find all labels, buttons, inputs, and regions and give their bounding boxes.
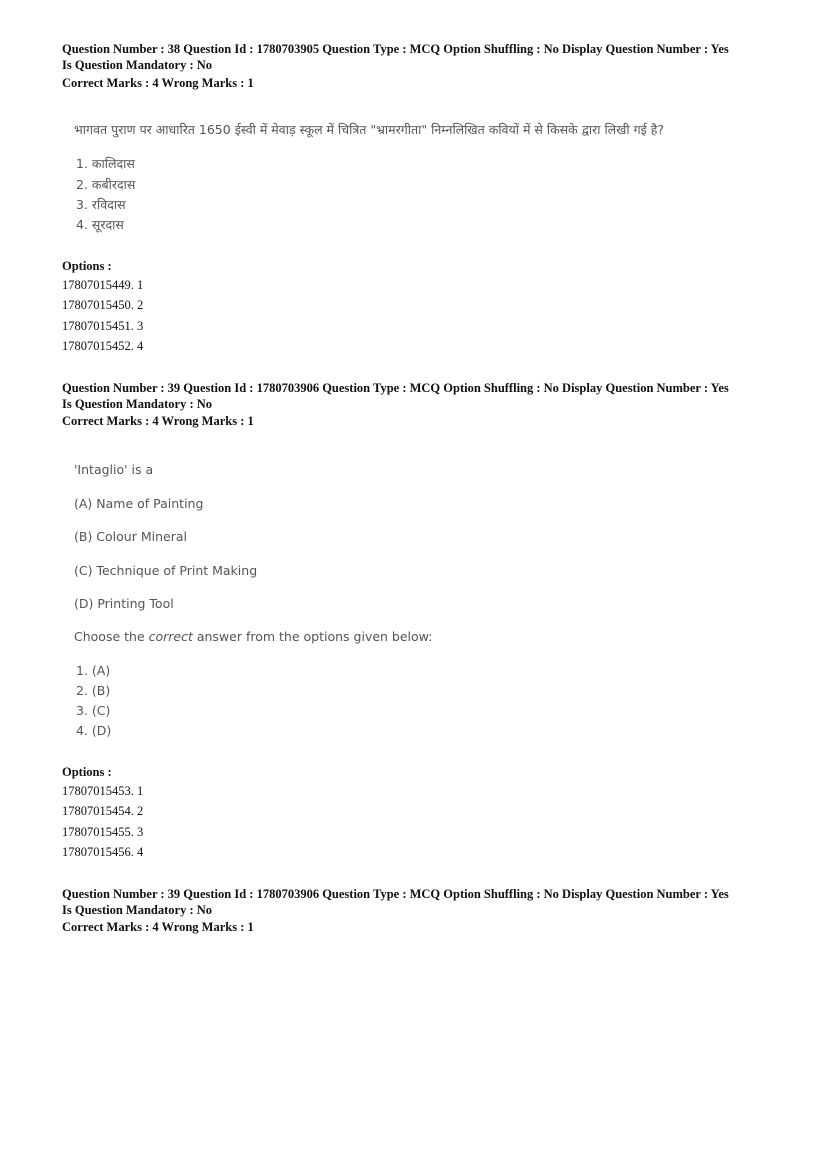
question-meta-line1: Question Number : 39 Question Id : 1780703906 Question Type : MCQ Option Shuffling : No Display Question Number : Yes (62, 381, 729, 395)
choice-item: 1. (A) (76, 663, 111, 678)
statement-item: (B) Colour Mineral (74, 529, 187, 544)
option-id: 17807015450. 2 (62, 298, 144, 312)
instruction-suffix: answer from the options given below: (192, 629, 433, 644)
question-meta-line2: Is Question Mandatory : No (62, 397, 213, 411)
question-text: भागवत पुराण पर आधारित 1650 ईस्वी में मेवाड़ स्कूल में चित्रित "भ्रामरगीता" निम्नलिखित कवियों में से किसके द्वारा लिखी गई है? (74, 122, 665, 137)
choice-item: 1. कालिदास (76, 156, 135, 171)
instruction-prefix: Choose the (74, 629, 149, 644)
question-meta-line3: Correct Marks : 4 Wrong Marks : 1 (62, 920, 254, 934)
option-id: 17807015449. 1 (62, 278, 144, 292)
options-label: Options : (62, 765, 112, 779)
statement-item: (D) Printing Tool (74, 596, 174, 611)
question-meta-line3: Correct Marks : 4 Wrong Marks : 1 (62, 414, 254, 428)
statement-item: (C) Technique of Print Making (74, 563, 258, 578)
option-id: 17807015452. 4 (62, 339, 144, 353)
question-meta-line1: Question Number : 38 Question Id : 1780703905 Question Type : MCQ Option Shuffling : No Display Question Number : Yes (62, 42, 729, 56)
choice-item: 4. (D) (76, 723, 112, 738)
question-meta-line1: Question Number : 39 Question Id : 1780703906 Question Type : MCQ Option Shuffling : No Display Question Number : Yes (62, 887, 729, 901)
instruction-emphasis: correct (148, 629, 193, 644)
question-text: 'Intaglio' is a (74, 462, 154, 477)
options-label: Options : (62, 259, 112, 273)
choice-item: 2. कबीरदास (76, 177, 136, 192)
option-id: 17807015451. 3 (62, 319, 144, 333)
question-meta-line2: Is Question Mandatory : No (62, 903, 213, 917)
choice-item: 3. (C) (76, 703, 111, 718)
instruction-text (74, 629, 432, 644)
choice-item: 2. (B) (76, 683, 111, 698)
choice-item: 3. रविदास (76, 197, 126, 212)
option-id: 17807015455. 3 (62, 825, 144, 839)
question-meta-line2: Is Question Mandatory : No (62, 58, 213, 72)
statement-item: (A) Name of Painting (74, 496, 204, 511)
question-meta-line3: Correct Marks : 4 Wrong Marks : 1 (62, 76, 254, 90)
option-id: 17807015456. 4 (62, 845, 144, 859)
choice-item: 4. सूरदास (76, 217, 124, 232)
option-id: 17807015453. 1 (62, 784, 144, 798)
option-id: 17807015454. 2 (62, 804, 144, 818)
